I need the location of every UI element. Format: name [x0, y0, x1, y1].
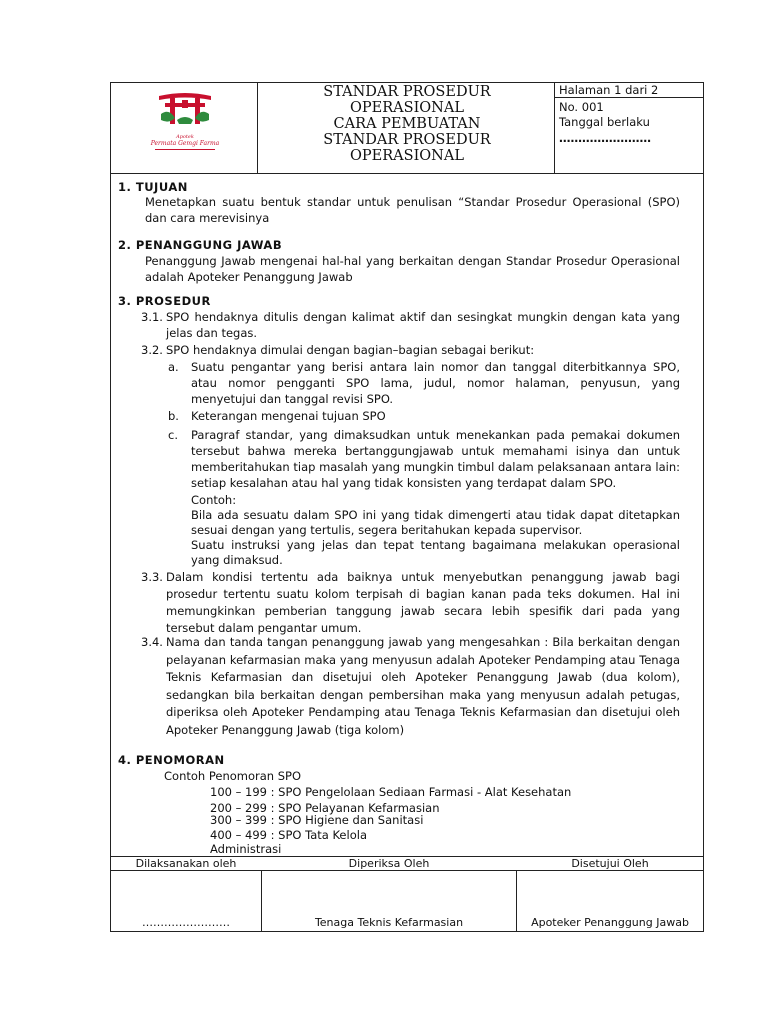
header-divider-right: [554, 82, 555, 174]
frame-right: [703, 82, 704, 931]
procedure-item-3-1: SPO hendaknya ditulis dengan kalimat aktif dan sesingkat mungkin dengan kata yang jelas dan tegas.: [166, 310, 680, 340]
item-number: 3.1.: [141, 310, 163, 324]
pharmacy-logo: [135, 86, 235, 166]
sub-item-c: Paragraf standar, yang dimaksudkan untuk menekankan pada pemakai dokumen tersebut bahwa mereka bertanggungjawab untuk memahami isinya dan untuk memberitahukan tiap masalah yang mungkin timbul dalam pelaksanaan antara lain: setiap kesalahan atau hal yang tidak konsisten yang terdapat dalam SPO.: [191, 428, 680, 490]
sign-name-approver: Apoteker Penanggung Jawab: [531, 916, 689, 929]
page-info: Halaman 1 dari 2: [559, 83, 659, 97]
sign-name-checker: Tenaga Teknis Kefarmasian: [314, 916, 464, 929]
sub-item-a: Suatu pengantar yang berisi antara lain nomor dan tanggal diterbitkannya SPO, atau nomor pengganti SPO lama, judul, nomor halaman, penyusun, yang menyetujui dan tanggal revisi SPO.: [191, 360, 680, 406]
example-text-2: Suatu instruksi yang jelas dan tepat tentang bagaimana melakukan operasional yang dimaksud.: [191, 538, 680, 567]
torii-gate-icon: [135, 86, 235, 134]
item-number: 3.3.: [141, 570, 163, 584]
document-title: [262, 84, 552, 164]
header-divider-left: [257, 82, 258, 174]
numbering-tail: Administrasi: [210, 842, 282, 856]
logo-underline: [155, 149, 215, 150]
example-text-1: Bila ada sesuatu dalam SPO ini yang tidak dimengerti atau tidak dapat ditetapkan sesuai dengan yang tertulis, segera beritahukan kepada supervisor.: [191, 508, 680, 537]
section-heading-tujuan: 1. TUJUAN: [118, 180, 188, 194]
numbering-row: 300 – 399 : SPO Higiene dan Sanitasi: [210, 813, 424, 827]
sign-header-approved-by: Disetujui Oleh: [571, 857, 649, 870]
numbering-row: 100 – 199 : SPO Pengelolaan Sediaan Farmasi - Alat Kesehatan: [210, 785, 572, 799]
document-number: No. 001: [559, 100, 604, 114]
procedure-item-3-3: Dalam kondisi tertentu ada baiknya untuk menyebutkan penanggung jawab bagi prosedur tertentu suatu kolom terpisah di bagian kanan pada teks dokumen. Hal ini memungkinkan pemberian tanggung jawab secara lebih spesifik dari pada yang tersebut dalam pengantar umum.: [166, 570, 680, 635]
example-label: Contoh:: [191, 493, 237, 507]
section-text-tujuan: Menetapkan suatu bentuk standar untuk penulisan “Standar Prosedur Operasional (SPO) dan cara merevisinya: [145, 195, 680, 225]
frame-left: [110, 82, 111, 931]
section-text-penanggung-jawab: Penanggung Jawab mengenai hal-hal yang berkaitan dengan Standar Prosedur Operasional adalah Apoteker Penanggung Jawab: [145, 254, 680, 284]
sign-name-executor: ……………………: [142, 916, 230, 929]
title-line: CARA PEMBUATAN: [333, 116, 481, 132]
section-heading-penomoran: 4. PENOMORAN: [118, 753, 225, 767]
section-heading-prosedur: 3. PROSEDUR: [118, 294, 211, 308]
effective-date-value: ……………………: [559, 131, 651, 145]
logo-caption-line1: Apotek: [176, 134, 194, 140]
sign-header-executed-by: Dilaksanakan oleh: [135, 857, 237, 870]
title-line: OPERASIONAL: [350, 148, 464, 164]
sign-table-bottom: [110, 931, 704, 932]
numbering-intro: Contoh Penomoran SPO: [164, 769, 302, 783]
procedure-item-3-4: Nama dan tanda tangan penanggung jawab yang mengesahkan : Bila berkaitan dengan pelayanan kefarmasian maka yang menyusun adalah Apoteker Pendamping atau Tenaga Teknis Kefarmasian dan disetujui oleh Apoteker Penanggung Jawab (dua kolom), sedangkan bila berkaitan dengan pembersihan maka yang menyusun adalah petugas, diperiksa oleh Apoteker Pendamping atau Tenaga Teknis Kefarmasian dan disetujui oleh Apoteker Penanggung Jawab (tiga kolom): [166, 635, 680, 737]
effective-date-label: Tanggal berlaku: [559, 115, 650, 129]
sub-item-letter: c.: [168, 428, 178, 442]
numbering-row: 200 – 299 : SPO Pelayanan Kefarmasian: [210, 801, 440, 815]
sub-item-b: Keterangan mengenai tujuan SPO: [191, 409, 386, 423]
sub-item-letter: b.: [168, 409, 179, 423]
title-line: STANDAR PROSEDUR: [323, 84, 491, 100]
sign-header-checked-by: Diperiksa Oleh: [348, 857, 430, 870]
section-heading-penanggung-jawab: 2. PENANGGUNG JAWAB: [118, 238, 283, 252]
title-line: OPERASIONAL: [350, 100, 464, 116]
item-number: 3.2.: [141, 343, 163, 357]
sub-item-letter: a.: [168, 360, 179, 374]
procedure-item-3-2: SPO hendaknya dimulai dengan bagian–bagian sebagai berikut:: [166, 343, 535, 357]
title-line: STANDAR PROSEDUR: [323, 132, 491, 148]
logo-caption-line2: Permata Gemgi Farma: [150, 140, 220, 147]
header-border-bottom: [110, 173, 704, 174]
numbering-row: 400 – 499 : SPO Tata Kelola: [210, 828, 367, 842]
item-number: 3.4.: [141, 635, 163, 649]
